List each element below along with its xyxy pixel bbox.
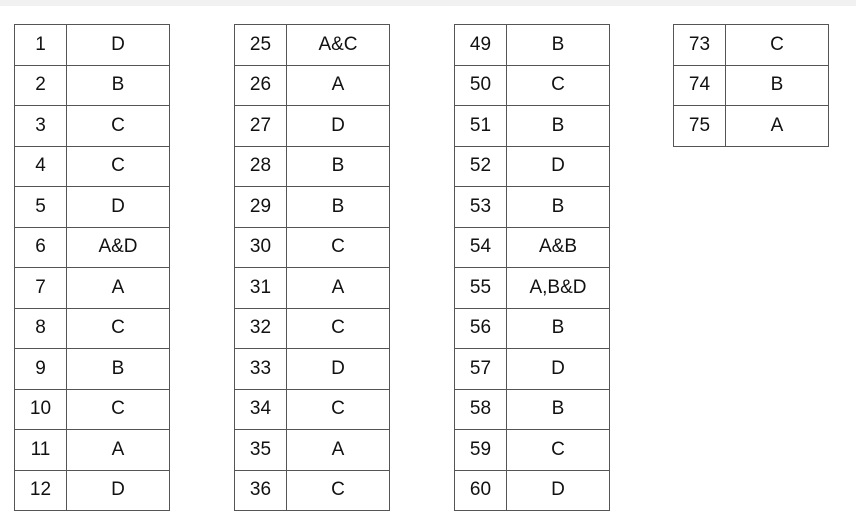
answer-value: A <box>287 65 390 106</box>
question-number: 59 <box>455 430 507 471</box>
question-number: 31 <box>235 268 287 309</box>
table-row <box>235 470 390 511</box>
table-row <box>235 268 390 309</box>
table-row <box>235 430 390 471</box>
question-number: 25 <box>235 25 287 66</box>
table-row <box>674 25 829 66</box>
table-row <box>15 227 170 268</box>
question-number: 34 <box>235 389 287 430</box>
table-row <box>15 308 170 349</box>
table-row <box>15 470 170 511</box>
question-number: 56 <box>455 308 507 349</box>
answer-value: C <box>287 227 390 268</box>
answer-value: A <box>287 268 390 309</box>
question-number: 49 <box>455 25 507 66</box>
table-row <box>235 106 390 147</box>
question-number: 53 <box>455 187 507 228</box>
table-row <box>455 146 610 187</box>
table-row <box>455 187 610 228</box>
table-row <box>235 187 390 228</box>
answer-value: D <box>67 25 170 66</box>
answer-value: C <box>67 146 170 187</box>
table-row <box>15 146 170 187</box>
table-row <box>235 227 390 268</box>
question-number: 57 <box>455 349 507 390</box>
table-row <box>235 65 390 106</box>
table-row <box>235 146 390 187</box>
answer-table <box>234 24 390 511</box>
answer-value: D <box>287 349 390 390</box>
answer-value: D <box>287 106 390 147</box>
question-number: 9 <box>15 349 67 390</box>
question-number: 5 <box>15 187 67 228</box>
answer-value: C <box>67 106 170 147</box>
answer-value: A&C <box>287 25 390 66</box>
question-number: 74 <box>674 65 726 106</box>
question-number: 75 <box>674 106 726 147</box>
table-row <box>674 106 829 147</box>
answer-value: A <box>287 430 390 471</box>
question-number: 58 <box>455 389 507 430</box>
question-number: 26 <box>235 65 287 106</box>
table-row <box>455 349 610 390</box>
answer-table <box>14 24 170 511</box>
table-row <box>235 308 390 349</box>
answer-value: A&D <box>67 227 170 268</box>
answer-value: B <box>507 308 610 349</box>
table-row <box>15 106 170 147</box>
answer-value: B <box>287 187 390 228</box>
answer-value: D <box>67 470 170 511</box>
table-row <box>235 349 390 390</box>
table-row <box>15 389 170 430</box>
question-number: 12 <box>15 470 67 511</box>
table-row <box>15 430 170 471</box>
answer-value: C <box>287 389 390 430</box>
answer-value: C <box>507 430 610 471</box>
table-row <box>235 25 390 66</box>
answer-value: D <box>507 146 610 187</box>
answer-value: C <box>726 25 829 66</box>
answer-value: B <box>287 146 390 187</box>
answer-value: A&B <box>507 227 610 268</box>
answer-value: C <box>287 470 390 511</box>
table-row <box>455 308 610 349</box>
question-number: 6 <box>15 227 67 268</box>
answer-value: A <box>67 430 170 471</box>
question-number: 4 <box>15 146 67 187</box>
answer-value: A <box>726 106 829 147</box>
table-row <box>455 227 610 268</box>
question-number: 60 <box>455 470 507 511</box>
answer-value: B <box>507 106 610 147</box>
answer-table <box>673 24 829 147</box>
answer-value: D <box>507 349 610 390</box>
answer-value: C <box>67 389 170 430</box>
question-number: 51 <box>455 106 507 147</box>
question-number: 35 <box>235 430 287 471</box>
answer-value: B <box>507 25 610 66</box>
answer-value: B <box>726 65 829 106</box>
answer-value: B <box>67 65 170 106</box>
table-row <box>15 187 170 228</box>
question-number: 32 <box>235 308 287 349</box>
question-number: 28 <box>235 146 287 187</box>
question-number: 8 <box>15 308 67 349</box>
question-number: 55 <box>455 268 507 309</box>
table-row <box>674 65 829 106</box>
table-row <box>15 349 170 390</box>
answer-value: C <box>507 65 610 106</box>
answer-value: D <box>67 187 170 228</box>
question-number: 27 <box>235 106 287 147</box>
answer-value: B <box>507 389 610 430</box>
answer-value: B <box>67 349 170 390</box>
table-row <box>455 430 610 471</box>
table-row <box>455 389 610 430</box>
table-row <box>455 470 610 511</box>
question-number: 54 <box>455 227 507 268</box>
table-row <box>15 65 170 106</box>
question-number: 29 <box>235 187 287 228</box>
answer-value: B <box>507 187 610 228</box>
table-row <box>235 389 390 430</box>
question-number: 52 <box>455 146 507 187</box>
answer-table <box>454 24 610 511</box>
question-number: 50 <box>455 65 507 106</box>
answer-value: A <box>67 268 170 309</box>
question-number: 73 <box>674 25 726 66</box>
table-row <box>455 65 610 106</box>
question-number: 7 <box>15 268 67 309</box>
answer-value: C <box>67 308 170 349</box>
question-number: 36 <box>235 470 287 511</box>
question-number: 11 <box>15 430 67 471</box>
table-row <box>455 268 610 309</box>
answer-value: C <box>287 308 390 349</box>
question-number: 33 <box>235 349 287 390</box>
question-number: 10 <box>15 389 67 430</box>
table-row <box>15 25 170 66</box>
table-row <box>15 268 170 309</box>
answer-value: D <box>507 470 610 511</box>
table-row <box>455 106 610 147</box>
question-number: 2 <box>15 65 67 106</box>
answer-value: A,B&D <box>507 268 610 309</box>
question-number: 3 <box>15 106 67 147</box>
table-row <box>455 25 610 66</box>
question-number: 30 <box>235 227 287 268</box>
question-number: 1 <box>15 25 67 66</box>
